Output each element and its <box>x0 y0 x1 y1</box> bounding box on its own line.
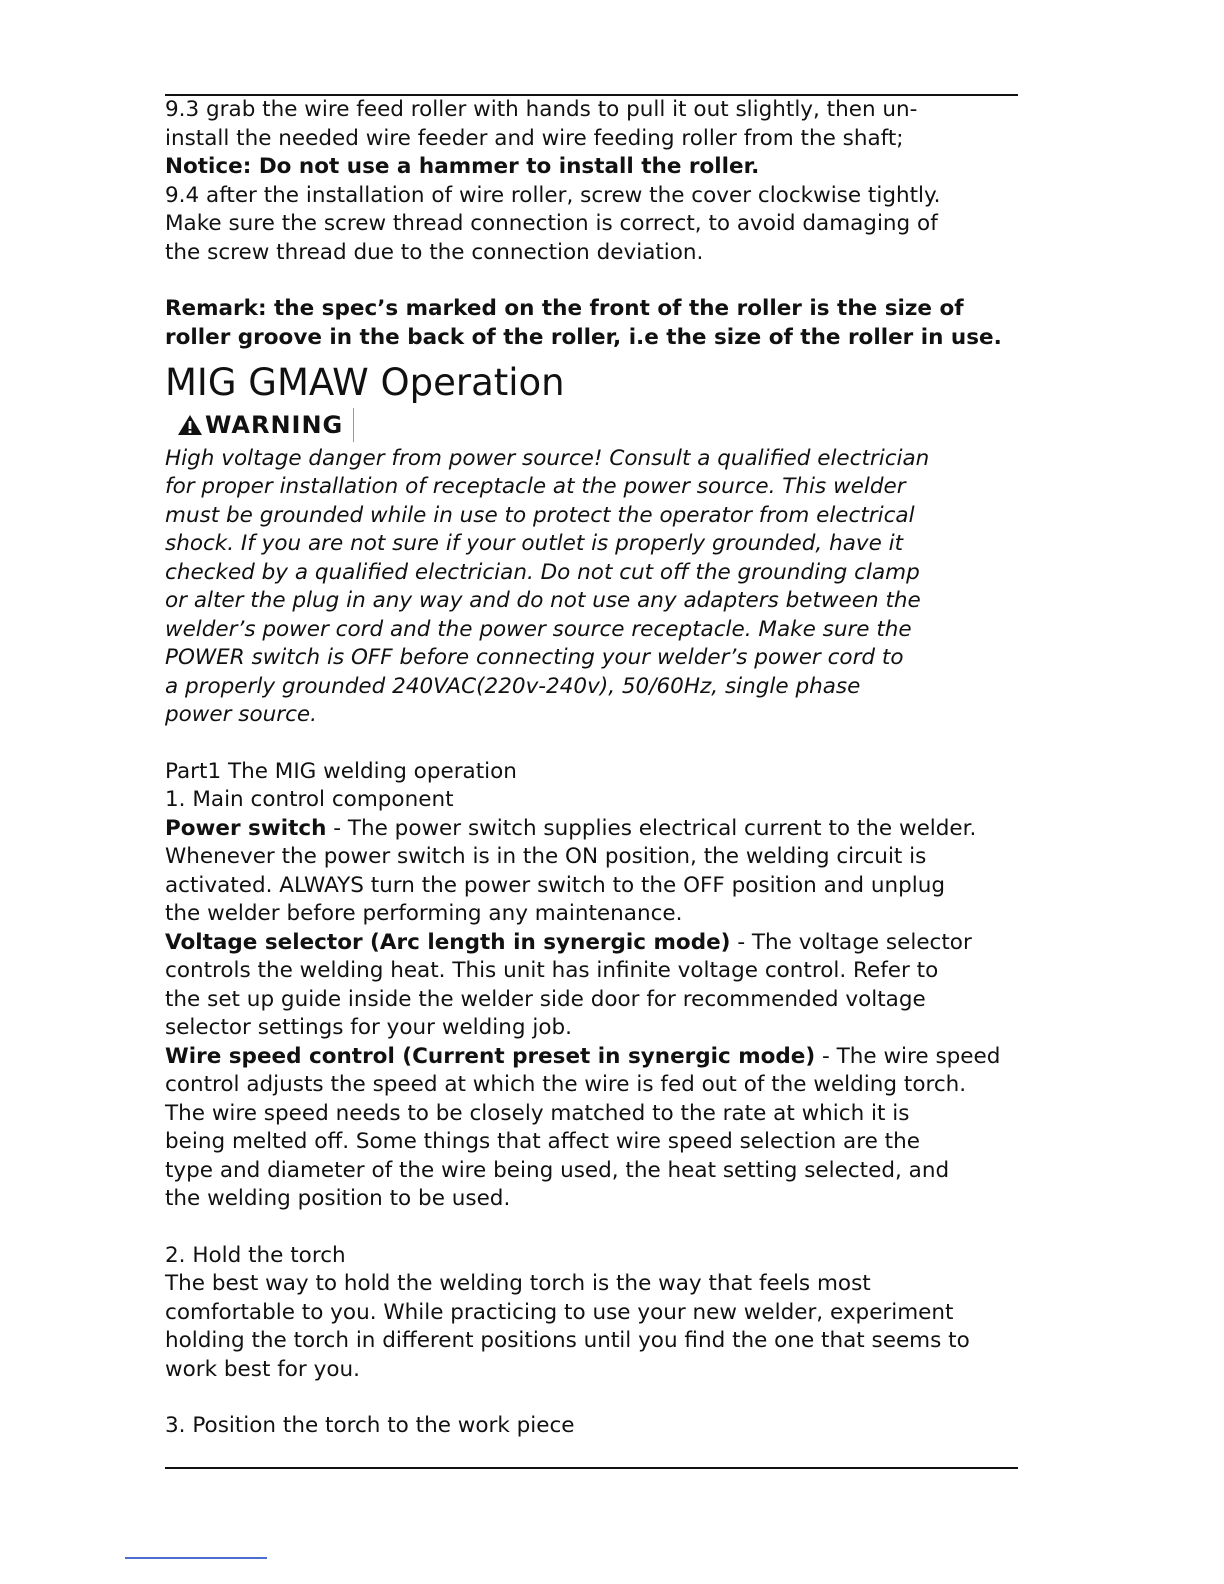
warning-text <box>165 445 1055 730</box>
hold-torch-line-3: holding the torch in different positions until you find the one that seems to <box>165 1328 970 1353</box>
footer-link-underline[interactable] <box>125 1557 267 1559</box>
warning-line: a properly grounded 240VAC(220v-240v), 50/60Hz, single phase <box>165 673 861 699</box>
warning-line: checked by a qualified electrician. Do not cut off the grounding clamp <box>165 559 920 585</box>
warning-triangle-icon <box>177 414 203 436</box>
part1-title: Part1 The MIG welding operation <box>165 758 517 784</box>
wire-speed-line-6: the welding position to be used. <box>165 1186 511 1211</box>
wire-speed-line-4: being melted off. Some things that affect wire speed selection are the <box>165 1129 920 1154</box>
hold-torch-line-1: The best way to hold the welding torch is the way that feels most <box>165 1271 871 1296</box>
wire-speed-line-5: type and diameter of the wire being used, the heat setting selected, and <box>165 1157 950 1183</box>
hold-torch-title: 2. Hold the torch <box>165 1242 346 1268</box>
step-9-4-line-2: Make sure the screw thread connection is correct, to avoid damaging of <box>165 211 938 236</box>
step-9-4-line-1: 9.4 after the installation of wire roller, screw the cover clockwise tightly. <box>165 182 941 208</box>
wire-speed-line-2: control adjusts the speed at which the wire is fed out of the welding torch. <box>165 1072 967 1097</box>
power-switch-line-4: the welder before performing any maintenance. <box>165 901 683 926</box>
voltage-selector-line-4: selector settings for your welding job. <box>165 1015 572 1040</box>
main-control-title: 1. Main control component <box>165 787 454 812</box>
hold-torch-line-4: work best for you. <box>165 1356 360 1382</box>
power-switch-line-2: Whenever the power switch is in the ON position, the welding circuit is <box>165 844 927 869</box>
remark-line-1: Remark: the spec’s marked on the front of the roller is the size of <box>165 296 964 321</box>
position-torch-title: 3. Position the torch to the work piece <box>165 1413 575 1438</box>
warning-line: or alter the plug in any way and do not use any adapters between the <box>165 588 921 613</box>
section-title: MIG GMAW Operation <box>165 361 565 404</box>
step-9-4-line-3: the screw thread due to the connection deviation. <box>165 239 704 265</box>
page-content <box>165 96 1055 1441</box>
remark-line-2: roller groove in the back of the roller, i.e the size of the roller in use. <box>165 324 1002 350</box>
warning-line: must be grounded while in use to protect the operator from electrical <box>165 502 915 528</box>
warning-badge <box>173 408 354 442</box>
power-switch-desc: - The power switch supplies electrical current to the welder. <box>326 815 977 841</box>
voltage-selector-line-3: the set up guide inside the welder side door for recommended voltage <box>165 986 926 1012</box>
voltage-selector-line-2: controls the welding heat. This unit has infinite voltage control. Refer to <box>165 958 939 983</box>
voltage-selector-desc: - The voltage selector <box>730 929 972 955</box>
step-9-3-line-1: 9.3 grab the wire feed roller with hands to pull it out slightly, then un- <box>165 97 918 122</box>
power-switch-term: Power switch <box>165 815 327 841</box>
voltage-selector-line-1 <box>165 929 1055 958</box>
warning-line: welder’s power cord and the power source receptacle. Make sure the <box>165 616 912 642</box>
warning-line: High voltage danger from power source! Consult a qualified electrician <box>165 445 930 471</box>
bottom-rule <box>165 1467 1018 1469</box>
wire-speed-term: Wire speed control (Current preset in synergic mode) <box>165 1043 816 1069</box>
wire-speed-desc: - The wire speed <box>815 1043 1001 1069</box>
warning-line: shock. If you are not sure if your outlet is properly grounded, have it <box>165 531 904 556</box>
notice-text: Notice: Do not use a hammer to install the roller. <box>165 154 760 179</box>
wire-speed-line-3: The wire speed needs to be closely matched to the rate at which it is <box>165 1100 910 1126</box>
warning-line: POWER switch is OFF before connecting your welder’s power cord to <box>165 645 904 670</box>
warning-label: WARNING <box>205 410 344 439</box>
warning-line: power source. <box>165 702 317 727</box>
power-switch-line-3: activated. ALWAYS turn the power switch to the OFF position and unplug <box>165 872 946 898</box>
warning-line: for proper installation of receptacle at the power source. This welder <box>165 474 906 499</box>
hold-torch-line-2: comfortable to you. While practicing to use your new welder, experiment <box>165 1299 954 1325</box>
voltage-selector-term: Voltage selector (Arc length in synergic mode) <box>165 929 731 955</box>
step-9-3-line-2: install the needed wire feeder and wire feeding roller from the shaft; <box>165 125 904 151</box>
power-switch-line-1 <box>165 815 1055 844</box>
wire-speed-line-1 <box>165 1043 1055 1072</box>
